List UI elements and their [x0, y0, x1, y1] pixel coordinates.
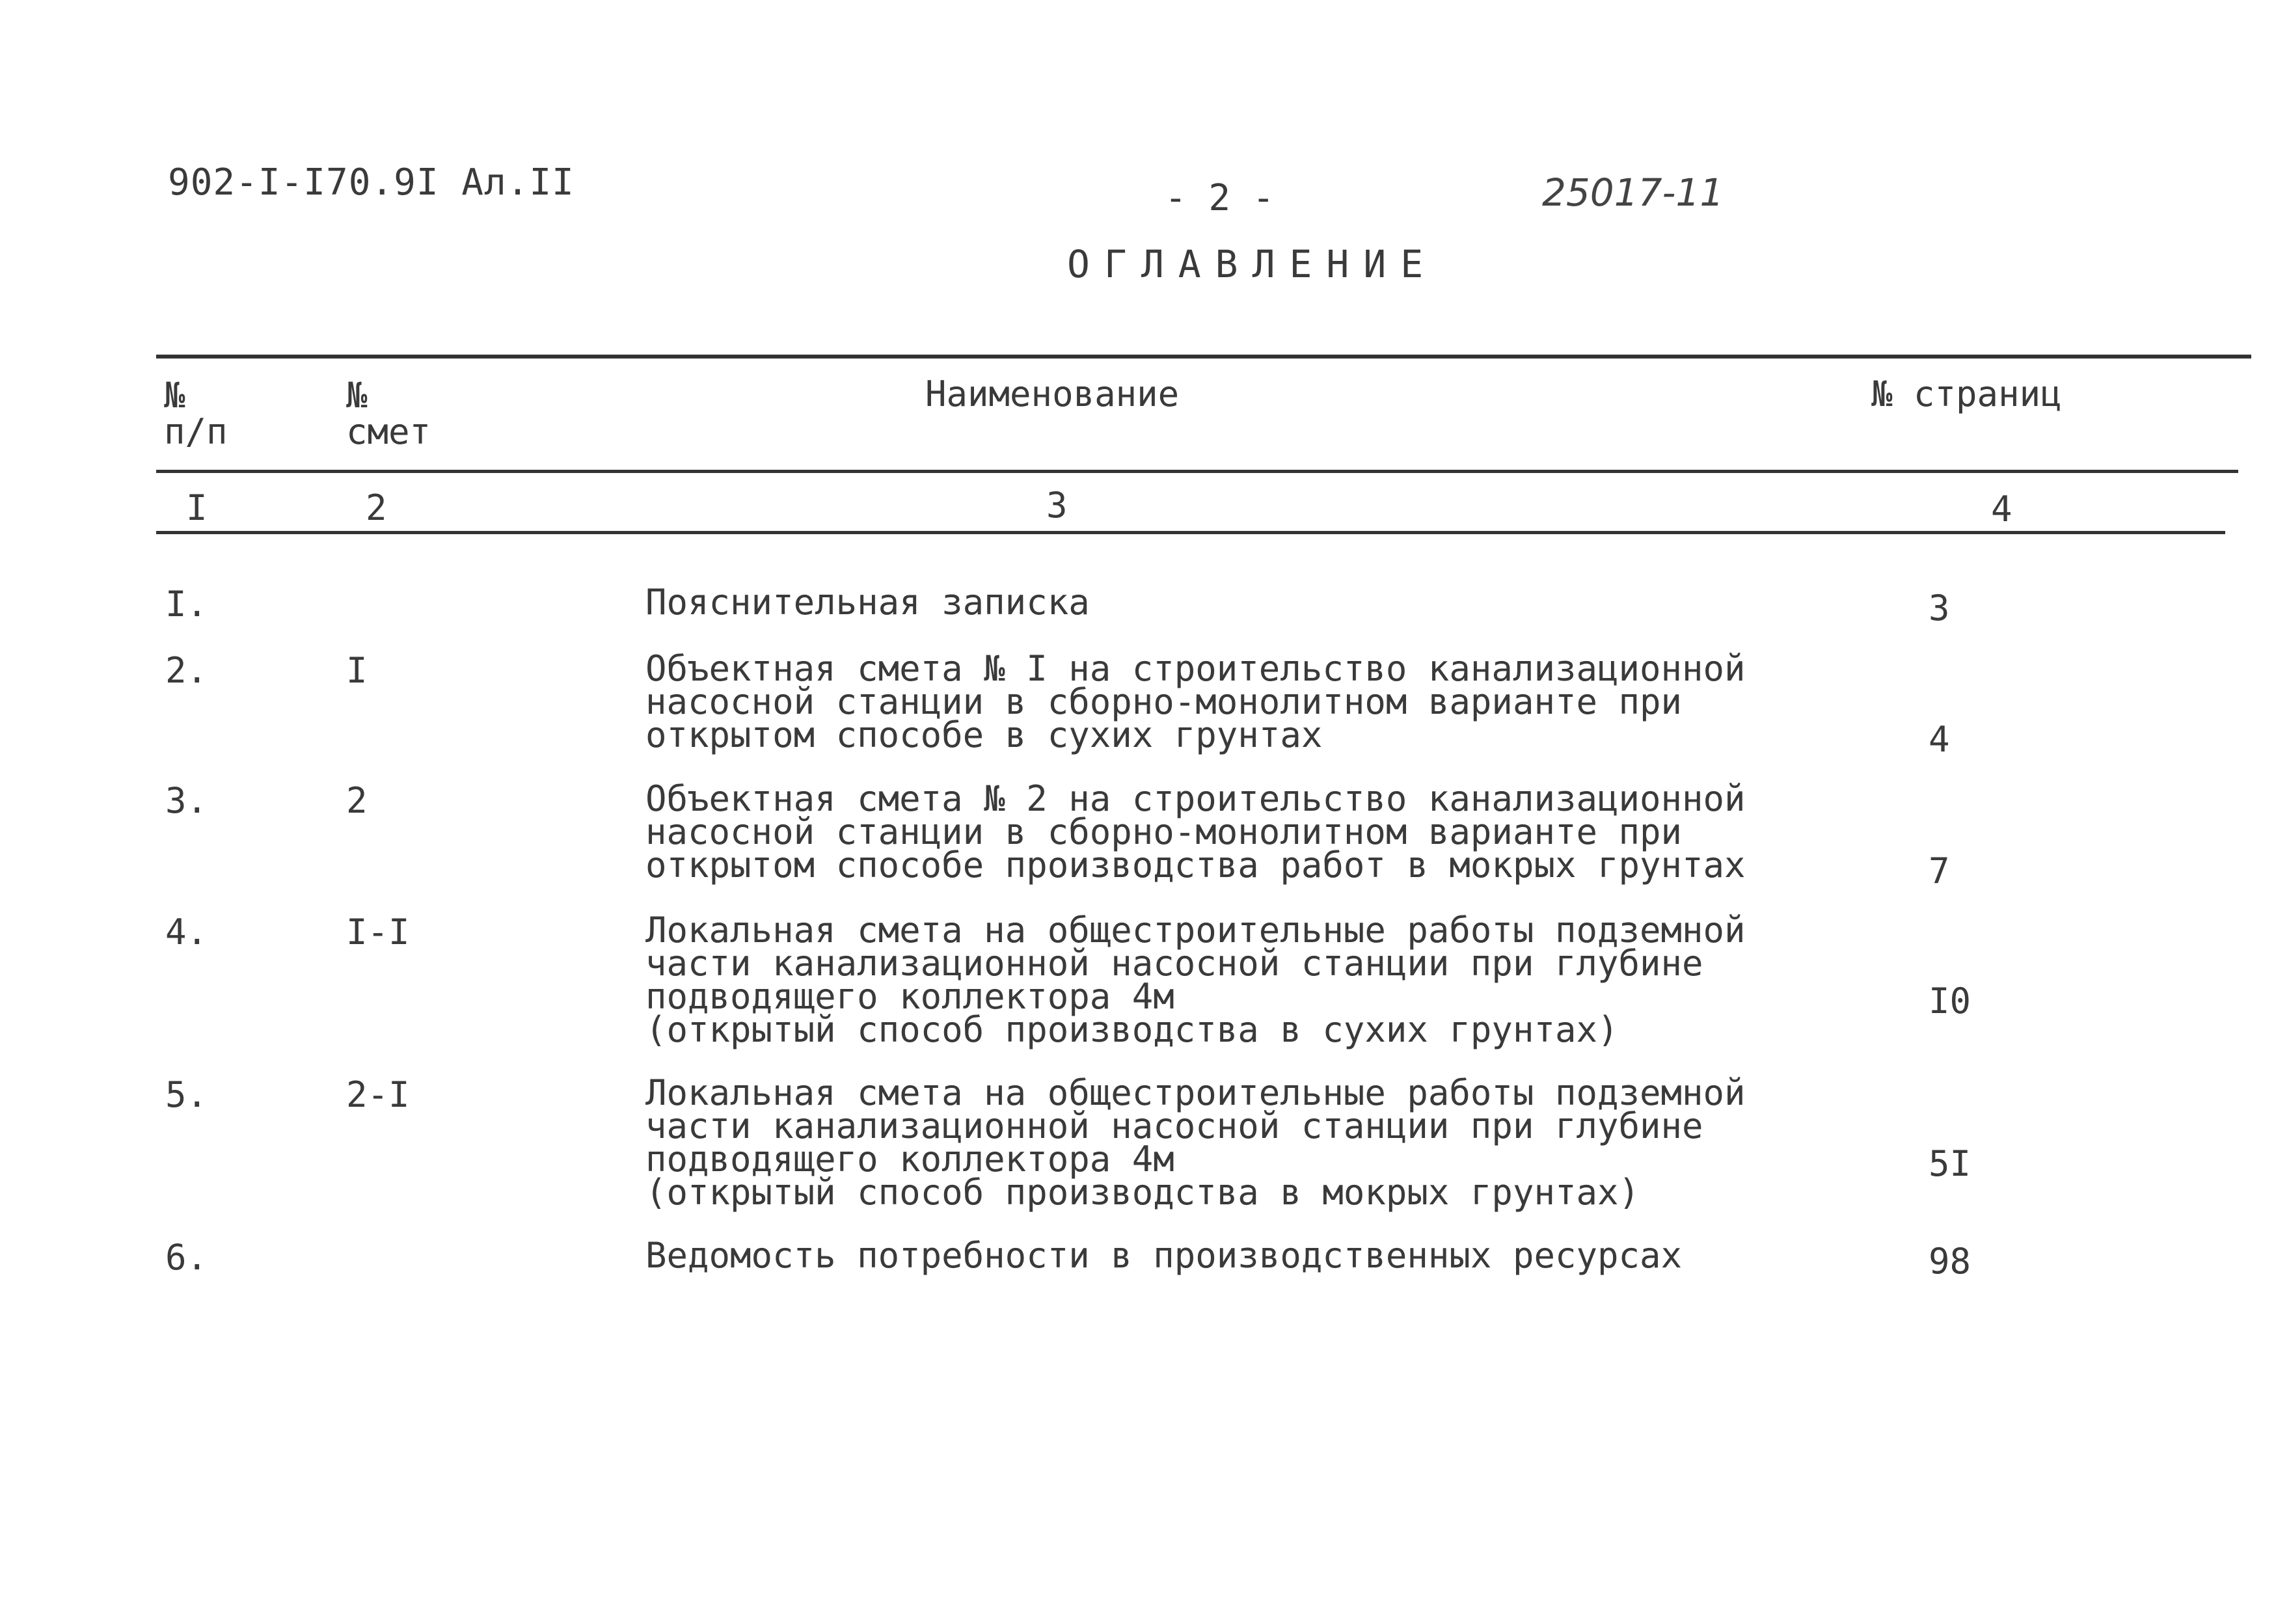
row-number: 3. [165, 780, 208, 821]
row-page: 7 [1929, 850, 1950, 891]
row-page: I0 [1929, 981, 1971, 1022]
column-header-name: Наименование [925, 373, 1180, 414]
row-name-line: Объектная смета № I на строительство канализационной [645, 648, 1746, 689]
row-name-line: Локальная смета на общестроительные работы подземной [645, 910, 1746, 951]
row-name-line: насосной станции в сборно-монолитном варианте при [645, 681, 1683, 722]
row-name [645, 648, 1746, 755]
row-number: 5. [165, 1074, 208, 1115]
column-number-3: 3 [1046, 485, 1068, 526]
row-page: 4 [1929, 719, 1950, 760]
row-estimate: I-I [346, 912, 410, 953]
row-name-line: Объектная смета № 2 на строительство канализационной [645, 778, 1746, 819]
header-bottom-rule [156, 470, 2238, 473]
row-name [645, 582, 1090, 623]
row-name-line: подводящего коллектора 4м [645, 976, 1174, 1017]
row-name [645, 910, 1746, 1050]
row-name-line: Ведомость потребности в производственных ресурсах [645, 1235, 1683, 1276]
header-no-symbol: № [346, 375, 368, 416]
row-name [645, 778, 1746, 886]
column-header-estimate-number [346, 377, 431, 450]
column-numbers-rule [156, 531, 2225, 534]
row-number: 2. [165, 650, 208, 691]
row-number: 4. [165, 912, 208, 953]
row-name-line: насосной станции в сборно-монолитном варианте при [645, 811, 1683, 852]
row-name-line: Пояснительная записка [645, 582, 1090, 623]
row-estimate: I [346, 650, 368, 691]
row-estimate: 2-I [346, 1074, 410, 1115]
row-name [645, 1072, 1746, 1213]
row-number: 6. [165, 1237, 208, 1278]
row-page: 98 [1929, 1241, 1971, 1282]
handwritten-number: 25017-11 [1542, 170, 1724, 215]
header-smet: смет [346, 411, 431, 452]
row-name [645, 1235, 1683, 1276]
column-header-pages: № страниц [1871, 373, 2062, 414]
row-name-line: открытом способе в сухих грунтах [645, 714, 1323, 755]
header-pp: п/п [164, 411, 228, 452]
page-number: - 2 - [1165, 177, 1275, 219]
row-page: 5I [1929, 1143, 1971, 1184]
row-page: 3 [1929, 588, 1950, 629]
page-title: ОГЛАВЛЕНИЕ [1067, 242, 1438, 286]
document-code: 902-I-I70.9I Ал.II [168, 161, 575, 204]
row-name-line: (открытый способ производства в сухих грунтах) [645, 1009, 1619, 1050]
header-no-symbol: № [164, 375, 185, 416]
column-number-1: I [186, 487, 208, 528]
row-number: I. [165, 584, 208, 625]
row-name-line: подводящего коллектора 4м [645, 1139, 1174, 1180]
row-name-line: Локальная смета на общестроительные работы подземной [645, 1072, 1746, 1113]
row-name-line: (открытый способ производства в мокрых грунтах) [645, 1172, 1640, 1213]
column-number-4: 4 [1991, 489, 2012, 530]
column-header-row-number [164, 377, 228, 450]
row-name-line: открытом способе производства работ в мокрых грунтах [645, 845, 1746, 886]
row-name-line: части канализационной насосной станции при глубине [645, 1105, 1703, 1146]
row-estimate: 2 [346, 780, 368, 821]
column-number-2: 2 [366, 487, 387, 528]
row-name-line: части канализационной насосной станции при глубине [645, 943, 1703, 984]
table-top-rule [156, 355, 2251, 359]
